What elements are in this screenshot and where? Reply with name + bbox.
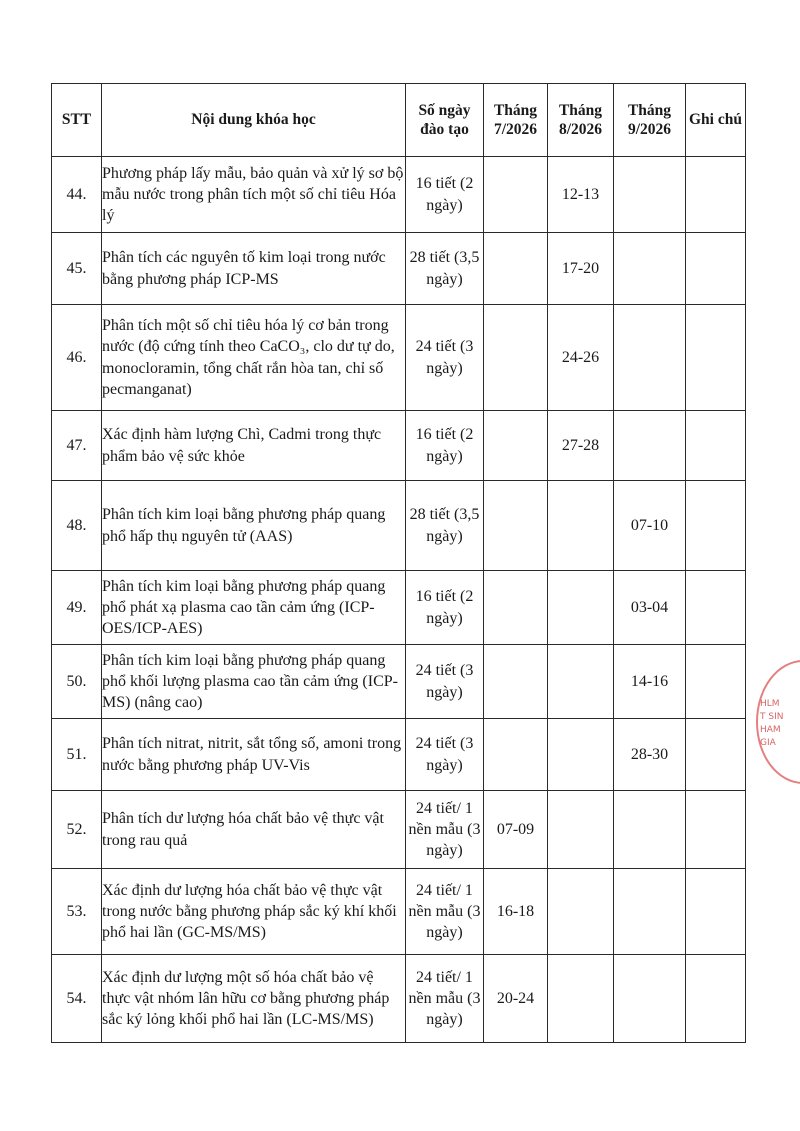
course-content: Phân tích kim loại bằng phương pháp quang phổ hấp thụ nguyên tử (AAS): [102, 481, 406, 571]
month-9-dates: 14-16: [614, 645, 686, 719]
month-7-dates: [484, 571, 548, 645]
training-days: 24 tiết/ 1 nền mẫu (3 ngày): [406, 955, 484, 1043]
table-row: [52, 571, 746, 645]
row-number: 52.: [52, 791, 102, 869]
header-content: Nội dung khóa học: [102, 84, 406, 157]
training-days: 24 tiết/ 1 nền mẫu (3 ngày): [406, 869, 484, 955]
month-9-dates: [614, 157, 686, 233]
row-number: 53.: [52, 869, 102, 955]
table-row: [52, 719, 746, 791]
header-stt: STT: [52, 84, 102, 157]
note-cell: [686, 233, 746, 305]
training-days: 24 tiết (3 ngày): [406, 719, 484, 791]
table-row: [52, 791, 746, 869]
row-number: 54.: [52, 955, 102, 1043]
table-row: [52, 411, 746, 481]
month-7-dates: [484, 157, 548, 233]
table-row: [52, 869, 746, 955]
header-month-9: Tháng 9/2026: [614, 84, 686, 157]
course-content: Phân tích kim loại bằng phương pháp quang phổ phát xạ plasma cao tần cảm ứng (ICP-OES/ICP-AES): [102, 571, 406, 645]
stamp-line: HAM: [760, 725, 781, 736]
row-number: 48.: [52, 481, 102, 571]
training-days: 24 tiết/ 1 nền mẫu (3 ngày): [406, 791, 484, 869]
stamp-line: T SIN: [760, 712, 784, 723]
table-row: [52, 481, 746, 571]
header-month-7: Tháng 7/2026: [484, 84, 548, 157]
course-content: Phân tích các nguyên tố kim loại trong nước bằng phương pháp ICP-MS: [102, 233, 406, 305]
row-number: 47.: [52, 411, 102, 481]
training-days: 16 tiết (2 ngày): [406, 411, 484, 481]
note-cell: [686, 719, 746, 791]
table-body: [52, 157, 746, 1043]
header-row: [52, 84, 746, 157]
row-number: 51.: [52, 719, 102, 791]
month-9-dates: [614, 869, 686, 955]
header-days: Số ngày đào tạo: [406, 84, 484, 157]
month-8-dates: [548, 719, 614, 791]
note-cell: [686, 305, 746, 411]
note-cell: [686, 157, 746, 233]
month-8-dates: 12-13: [548, 157, 614, 233]
note-cell: [686, 791, 746, 869]
course-content: Phương pháp lấy mẫu, bảo quản và xử lý sơ bộ mẫu nước trong phân tích một số chỉ tiêu Hóa lý: [102, 157, 406, 233]
training-days: 28 tiết (3,5 ngày): [406, 481, 484, 571]
table-row: [52, 955, 746, 1043]
course-content: Xác định dư lượng một số hóa chất bảo vệ thực vật nhóm lân hữu cơ bằng phương pháp sắc ký lỏng khối phổ hai lần (LC-MS/MS): [102, 955, 406, 1043]
month-9-dates: [614, 791, 686, 869]
note-cell: [686, 869, 746, 955]
month-8-dates: [548, 645, 614, 719]
row-number: 45.: [52, 233, 102, 305]
note-cell: [686, 955, 746, 1043]
month-8-dates: 17-20: [548, 233, 614, 305]
month-9-dates: [614, 411, 686, 481]
month-7-dates: [484, 233, 548, 305]
table-row: [52, 305, 746, 411]
table-row: [52, 645, 746, 719]
month-8-dates: 27-28: [548, 411, 614, 481]
row-number: 46.: [52, 305, 102, 411]
header-month-8: Tháng 8/2026: [548, 84, 614, 157]
month-7-dates: 16-18: [484, 869, 548, 955]
course-content: Phân tích kim loại bằng phương pháp quang phổ khối lượng plasma cao tần cảm ứng (ICP-MS) (nâng cao): [102, 645, 406, 719]
header-note: Ghi chú: [686, 84, 746, 157]
training-days: 24 tiết (3 ngày): [406, 305, 484, 411]
course-schedule-table: [51, 83, 746, 1043]
month-8-dates: [548, 481, 614, 571]
month-9-dates: 07-10: [614, 481, 686, 571]
note-cell: [686, 481, 746, 571]
month-8-dates: [548, 955, 614, 1043]
row-number: 49.: [52, 571, 102, 645]
training-days: 16 tiết (2 ngày): [406, 571, 484, 645]
stamp-text: [760, 698, 783, 750]
training-days: 16 tiết (2 ngày): [406, 157, 484, 233]
month-9-dates: [614, 305, 686, 411]
month-8-dates: [548, 791, 614, 869]
course-content: Phân tích dư lượng hóa chất bảo vệ thực vật trong rau quả: [102, 791, 406, 869]
row-number: 44.: [52, 157, 102, 233]
month-9-dates: 28-30: [614, 719, 686, 791]
red-stamp: [748, 660, 800, 780]
month-7-dates: [484, 411, 548, 481]
month-7-dates: [484, 645, 548, 719]
note-cell: [686, 571, 746, 645]
month-7-dates: [484, 481, 548, 571]
month-9-dates: 03-04: [614, 571, 686, 645]
stamp-line: GIA: [760, 738, 776, 749]
month-7-dates: [484, 305, 548, 411]
month-9-dates: [614, 955, 686, 1043]
month-9-dates: [614, 233, 686, 305]
course-content: Xác định hàm lượng Chì, Cadmi trong thực phẩm bảo vệ sức khỏe: [102, 411, 406, 481]
table-row: [52, 157, 746, 233]
month-8-dates: 24-26: [548, 305, 614, 411]
course-content: Xác định dư lượng hóa chất bảo vệ thực vật trong nước bằng phương pháp sắc ký khí khối phổ hai lần (GC-MS/MS): [102, 869, 406, 955]
note-cell: [686, 411, 746, 481]
table-row: [52, 233, 746, 305]
month-8-dates: [548, 869, 614, 955]
month-7-dates: 20-24: [484, 955, 548, 1043]
month-7-dates: [484, 719, 548, 791]
training-days: 28 tiết (3,5 ngày): [406, 233, 484, 305]
training-days: 24 tiết (3 ngày): [406, 645, 484, 719]
month-8-dates: [548, 571, 614, 645]
stamp-line: HLM: [760, 699, 780, 709]
course-content: Phân tích một số chỉ tiêu hóa lý cơ bản trong nước (độ cứng tính theo CaCO₃, clo dư tự do, monocloramin, tổng chất rắn hòa tan, chỉ số pecmanganat): [102, 305, 406, 411]
course-content: Phân tích nitrat, nitrit, sắt tổng số, amoni trong nước bằng phương pháp UV-Vis: [102, 719, 406, 791]
row-number: 50.: [52, 645, 102, 719]
note-cell: [686, 645, 746, 719]
month-7-dates: 07-09: [484, 791, 548, 869]
